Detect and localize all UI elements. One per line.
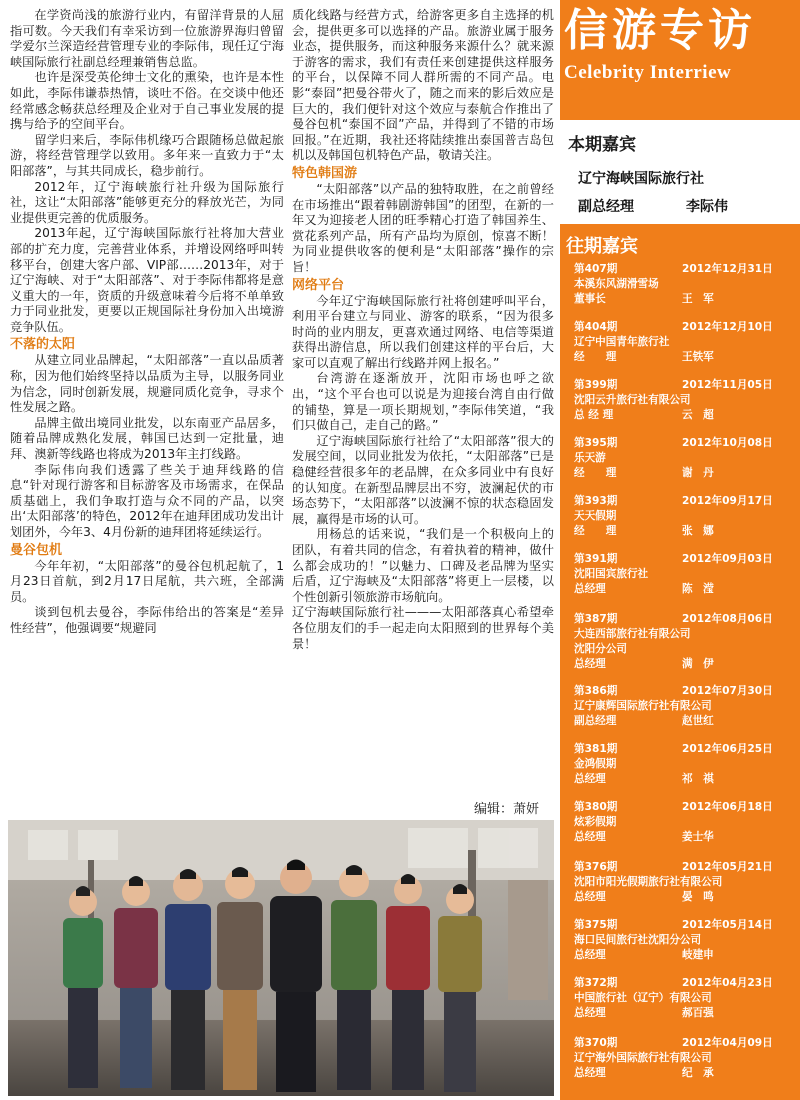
past-guest-org: 沈阳市阳光假期旅行社有限公司 bbox=[574, 876, 723, 888]
current-guest-org: 辽宁海峡国际旅行社 bbox=[578, 171, 704, 187]
past-guest-entry bbox=[574, 262, 796, 307]
current-guest-heading: 本期嘉宾 bbox=[568, 135, 636, 155]
past-guest-issue: 第386期 bbox=[574, 685, 618, 697]
article-paragraph: 谈到包机去曼谷，李际伟给出的答案是“差异性经营”，他强调要“规避同 bbox=[10, 605, 284, 635]
past-guest-issue: 第404期 bbox=[574, 321, 618, 333]
past-guest-issue: 第399期 bbox=[574, 379, 618, 391]
past-guest-date: 2012年07月30日 bbox=[682, 685, 773, 697]
past-guest-name: 郝百强 bbox=[682, 1007, 714, 1019]
past-guest-name: 王 军 bbox=[682, 293, 714, 305]
section-heading: 曼谷包机 bbox=[10, 542, 63, 558]
article-paragraph: 也许是深受英伦绅士文化的熏染，也许是本性如此，李际伟谦恭热情，谈吐不俗。在交谈中他还经常感念畅获总经理及企业对于自己事业发展的提携与给予的空间平台。 bbox=[10, 70, 284, 132]
article-paragraph: 2013年起，辽宁海峡国际旅行社将加大营业部的扩充力度，完善营业体系，并增设网络呼叫转移平台，创建大客户部、VIP部……2013年，对于辽宁海峡、对于“太阳部落”、对于李际伟都将是意义重大的一年，资质的升级意味着今后将不单单致力于同业批发，更要以正规国际社身份加入出境游竞争队伍。 bbox=[10, 226, 284, 334]
past-guest-org: 乐天游 bbox=[574, 452, 606, 464]
past-guest-date: 2012年10月08日 bbox=[682, 437, 773, 449]
article-paragraph: 台湾游在逐渐放开，沈阳市场也呼之欲出，“这个平台也可以说是为迎接台湾自由行做的铺垫，算是一项长期规划，”李际伟笑道，“我们只做自己，走自己的路。” bbox=[292, 371, 554, 433]
past-guest-role: 总经理 bbox=[574, 658, 606, 670]
past-guest-issue: 第395期 bbox=[574, 437, 618, 449]
past-guest-entry bbox=[574, 860, 796, 905]
past-guest-name: 姜士华 bbox=[682, 831, 714, 843]
past-guest-entry bbox=[574, 742, 796, 787]
section-heading: 特色韩国游 bbox=[292, 165, 358, 181]
past-guest-role: 总经理 bbox=[574, 773, 606, 785]
past-guest-role: 副总经理 bbox=[574, 715, 617, 727]
past-guest-role: 总 经 理 bbox=[574, 409, 614, 421]
past-guest-entry bbox=[574, 684, 796, 729]
past-guests-heading: 往期嘉宾 bbox=[566, 236, 638, 257]
past-guest-name: 纪 承 bbox=[682, 1067, 714, 1079]
past-guest-org: 辽宁海外国际旅行社有限公司 bbox=[574, 1052, 712, 1064]
past-guest-date: 2012年11月05日 bbox=[682, 379, 773, 391]
past-guest-date: 2012年05月21日 bbox=[682, 861, 773, 873]
past-guest-entry bbox=[574, 494, 796, 539]
past-guest-issue: 第407期 bbox=[574, 263, 618, 275]
group-photo-illustration bbox=[8, 820, 554, 1096]
past-guest-org: 本溪东风湖滑雪场 bbox=[574, 278, 659, 290]
past-guest-issue: 第387期 bbox=[574, 613, 618, 625]
past-guest-date: 2012年05月14日 bbox=[682, 919, 773, 931]
past-guest-name: 陈 滢 bbox=[682, 583, 714, 595]
article-paragraph: 在学资尚浅的旅游行业内，有留洋背景的人屈指可数。今天我们有幸采访到一位旅游界海归曾留学爱尔兰深造经营管理专业的李际伟，现任辽宁海峡国际旅行社副总经理兼销售总监。 bbox=[10, 8, 284, 69]
interview-sidebar bbox=[560, 0, 800, 1100]
sidebar-title: 信游专访 bbox=[564, 5, 756, 56]
past-guest-entry bbox=[574, 436, 796, 481]
past-guest-role: 经 理 bbox=[574, 467, 617, 479]
article-paragraph: 辽宁海峡国际旅行社给了“太阳部落”很大的发展空间，以同业批发为依托，“太阳部落”已是稳健经营很多年的老品牌，在众多同业中有良好的认知度。在新型品牌层出不穷，波澜起伏的市场态势下，“太阳部落”以波澜不惊的状态稳固发展，赢得是市场的认可。 bbox=[292, 433, 554, 526]
past-guest-entry bbox=[574, 320, 796, 365]
past-guest-issue: 第376期 bbox=[574, 861, 618, 873]
past-guest-issue: 第393期 bbox=[574, 495, 618, 507]
past-guest-org: 海口民间旅行社沈阳分公司 bbox=[574, 934, 702, 946]
sidebar-subtitle: Celebrity Interriew bbox=[564, 62, 732, 83]
article-column-1 bbox=[10, 8, 284, 637]
past-guest-role: 董事长 bbox=[574, 293, 606, 305]
past-guest-issue: 第381期 bbox=[574, 743, 618, 755]
past-guest-entry bbox=[574, 1036, 796, 1081]
past-guest-org: 中国旅行社（辽宁）有限公司 bbox=[574, 992, 712, 1004]
past-guest-role: 总经理 bbox=[574, 949, 606, 961]
past-guest-org: 沈阳国宾旅行社 bbox=[574, 568, 649, 580]
past-guest-role: 总经理 bbox=[574, 583, 606, 595]
article-paragraph: 今年年初，“太阳部落”的曼谷包机起航了，1月23日首航，到2月17日尾航，共六班，全部满员。 bbox=[10, 558, 284, 604]
past-guest-issue: 第372期 bbox=[574, 977, 618, 989]
past-guest-name: 祁 祺 bbox=[682, 773, 714, 785]
article-paragraph: 留学归来后，李际伟机缘巧合跟随杨总做起旅游，将经营管理学以致用。多年来一直致力于“太阳部落”，与其共同成长，稳步前行。 bbox=[10, 132, 284, 178]
article-paragraph: 今年辽宁海峡国际旅行社将创建呼叫平台，利用平台建立与同业、游客的联系，“因为很多时尚的业内朋友，更喜欢通过网络、电信等渠道获得出游信息，所以我们创建这样的平台后，大家可以直观了解出行线路并网上报名。” bbox=[292, 293, 554, 370]
article-paragraph: 辽宁海峡国际旅行社———太阳部落真心希望牵各位朋友们的手一起走向太阳照到的世界每个美景！ bbox=[292, 605, 554, 651]
section-heading: 不落的太阳 bbox=[10, 337, 76, 353]
past-guest-name: 云 超 bbox=[682, 409, 714, 421]
past-guest-org: 沈阳云升旅行社有限公司 bbox=[574, 394, 691, 406]
past-guest-issue: 第391期 bbox=[574, 553, 618, 565]
group-photo bbox=[8, 820, 554, 1096]
past-guest-entry bbox=[574, 976, 796, 1021]
past-guest-name: 晏 鸣 bbox=[682, 891, 714, 903]
past-guest-date: 2012年12月31日 bbox=[682, 263, 773, 275]
article-paragraph: 从建立同业品牌起，“太阳部落”一直以品质著称，因为他们始终坚持以品质为主导，以服务同业为信念，同时创新发展，规避同质化竞争，寻求个性发展之路。 bbox=[10, 353, 284, 415]
past-guest-name: 赵世红 bbox=[682, 715, 714, 727]
past-guest-name: 满 伊 bbox=[682, 658, 714, 670]
current-guest-box bbox=[560, 120, 800, 224]
past-guest-name: 王铁军 bbox=[682, 351, 714, 363]
past-guest-date: 2012年06月25日 bbox=[682, 743, 773, 755]
article-paragraph: “太阳部落”以产品的独特取胜，在之前曾经在市场推出“跟着韩剧游韩国”的团型，在新的一年又为迎接老人团的旺季精心打造了韩国养生、赏花系列产品，所有产品均为原创，惊喜不断！为同业提供收客的便利是“太阳部落”操作的宗旨！ bbox=[292, 181, 554, 274]
past-guest-org: 金鸿假期 bbox=[574, 758, 617, 770]
past-guest-entry bbox=[574, 918, 796, 963]
past-guest-role: 总经理 bbox=[574, 891, 606, 903]
article-paragraph: 李际伟向我们透露了些关于迪拜线路的信息“针对现行游客和目标游客及市场需求，在保品质基础上，我们争取打造与众不同的产品，以突出‘太阳部落’的特色，2012年在迪拜团成功发出计划团外，今年3、4月份新的迪拜团将延续运行。 bbox=[10, 462, 284, 539]
past-guest-issue: 第370期 bbox=[574, 1037, 618, 1049]
past-guest-role: 总经理 bbox=[574, 1067, 606, 1079]
past-guest-date: 2012年08月06日 bbox=[682, 613, 773, 625]
past-guest-role: 总经理 bbox=[574, 1007, 606, 1019]
past-guest-org-line2: 沈阳分公司 bbox=[574, 643, 627, 655]
article-paragraph: 用杨总的话来说，“我们是一个积极向上的团队，有着共同的信念，有着执着的精神，做什么都会成功的！”以魅力、口碑及老品牌为坚实后盾，辽宁海峡及“太阳部落”将更上一层楼，以个性创新引领旅游市场航向。 bbox=[292, 527, 554, 604]
section-heading: 网络平台 bbox=[292, 277, 345, 293]
past-guest-org: 辽宁康辉国际旅行社有限公司 bbox=[574, 700, 712, 712]
past-guest-date: 2012年06月18日 bbox=[682, 801, 773, 813]
past-guest-role: 经 理 bbox=[574, 525, 617, 537]
editor-credit: 编辑：萧妍 bbox=[474, 802, 540, 817]
past-guest-entry bbox=[574, 552, 796, 597]
past-guest-date: 2012年12月10日 bbox=[682, 321, 773, 333]
past-guest-entry bbox=[574, 800, 796, 845]
past-guest-entry bbox=[574, 612, 796, 672]
article-column-2 bbox=[292, 8, 554, 652]
past-guest-date: 2012年04月23日 bbox=[682, 977, 773, 989]
past-guest-date: 2012年04月09日 bbox=[682, 1037, 773, 1049]
sidebar-header bbox=[560, 0, 800, 90]
past-guest-role: 经 理 bbox=[574, 351, 617, 363]
past-guest-org: 炫彩假期 bbox=[574, 816, 617, 828]
past-guest-org: 大连西部旅行社有限公司 bbox=[574, 628, 691, 640]
current-guest-name: 李际伟 bbox=[686, 199, 728, 215]
past-guest-issue: 第380期 bbox=[574, 801, 618, 813]
past-guest-name: 岐建申 bbox=[682, 949, 714, 961]
past-guest-name: 张 娜 bbox=[682, 525, 714, 537]
past-guest-org: 辽宁中国青年旅行社 bbox=[574, 336, 670, 348]
article-paragraph: 2012年，辽宁海峡旅行社升级为国际旅行社，这让“太阳部落”能够更充分的释放光芒，为同业提供更完善的优质服务。 bbox=[10, 179, 284, 225]
past-guest-name: 谢 丹 bbox=[682, 467, 714, 479]
past-guest-date: 2012年09月03日 bbox=[682, 553, 773, 565]
past-guest-entry bbox=[574, 378, 796, 423]
past-guest-org: 天天假期 bbox=[574, 510, 617, 522]
past-guest-role: 总经理 bbox=[574, 831, 606, 843]
current-guest-role: 副总经理 bbox=[578, 199, 634, 215]
article-paragraph: 质化线路与经营方式，给游客更多自主选择的机会，提供更多可以选择的产品。旅游业属于服务业态，提供服务，而这种服务来源什么？就来源于游客的需求，我们有责任来创建提供这样服务的平台，以保障不同人群所需的不同产品。电影“泰囧”把曼谷带火了，随之而来的影后效应是巨大的，我们便针对这个效应与泰航合作推出了曼谷包机“泰国不囧”产品，并得到了不错的市场回报。”在近期，我社还将陆续推出泰国普吉岛包机以及韩国包机特色产品，敬请关注。 bbox=[292, 8, 554, 163]
past-guest-issue: 第375期 bbox=[574, 919, 618, 931]
past-guest-date: 2012年09月17日 bbox=[682, 495, 773, 507]
article-paragraph: 品牌主做出境同业批发，以东南亚产品居多，随着品牌成熟化发展，韩国已达到一定批量，迪拜、澳新等线路也将成为2013年主打线路。 bbox=[10, 415, 284, 462]
